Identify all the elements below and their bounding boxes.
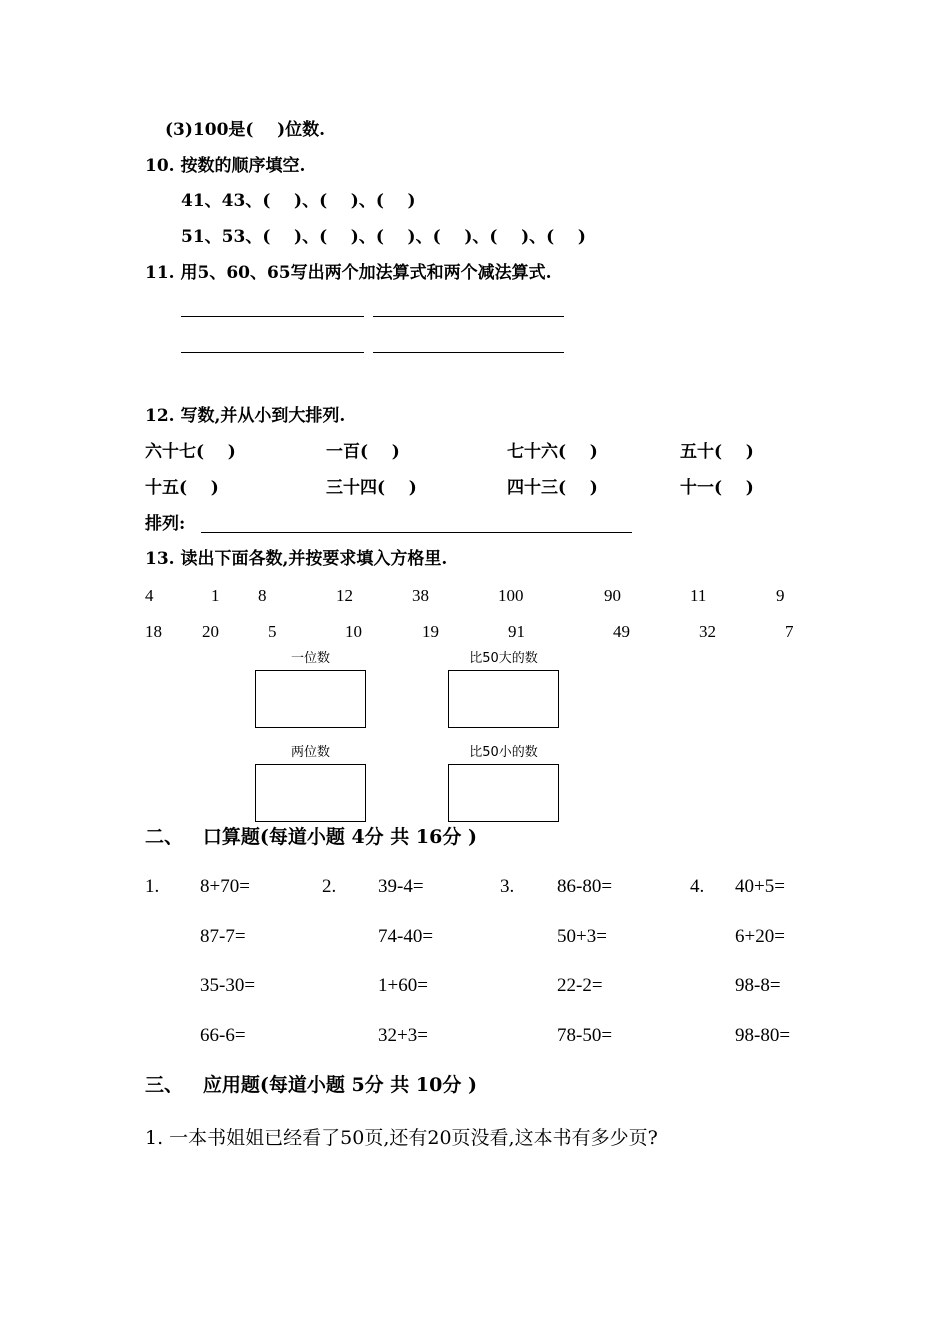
- number-item: 49: [613, 622, 630, 641]
- question-13-title: 13. 读出下面各数,并按要求填入方格里.: [145, 549, 448, 569]
- calc-problem: 87-7=: [200, 926, 246, 947]
- box-label-less-than-50: 比50小的数: [469, 745, 538, 760]
- number-word-item: 一百( ): [326, 442, 400, 462]
- number-item: 32: [699, 622, 716, 641]
- number-word-item: 五十( ): [680, 442, 754, 462]
- sort-answer-line[interactable]: [201, 532, 632, 533]
- sort-label: 排列:: [145, 514, 186, 534]
- answer-line[interactable]: [181, 352, 364, 353]
- number-item: 10: [345, 622, 362, 641]
- section-2-title: 二、 口算题(每道小题 4分 共 16分 ): [145, 826, 477, 848]
- calc-problem: 6+20=: [735, 926, 785, 947]
- box-label-greater-than-50: 比50大的数: [469, 651, 538, 666]
- number-item: 11: [690, 586, 707, 605]
- calc-problem: 50+3=: [557, 926, 607, 947]
- number-word-item: 四十三( ): [507, 478, 598, 498]
- box-label-two-digit: 两位数: [290, 745, 330, 760]
- calc-problem: 74-40=: [378, 926, 434, 947]
- calc-problem: 1+60=: [378, 975, 428, 996]
- calc-group-number: 4.: [690, 876, 705, 897]
- number-item: 20: [202, 622, 219, 641]
- question-10-line-1: 41、43、( )、( )、( ): [181, 191, 416, 211]
- number-item: 90: [604, 586, 621, 605]
- calc-group-number: 1.: [145, 876, 160, 897]
- question-10-title: 10. 按数的顺序填空.: [145, 156, 306, 176]
- number-item: 9: [776, 586, 785, 605]
- number-item: 91: [508, 622, 525, 641]
- box-one-digit[interactable]: [255, 670, 366, 728]
- question-12-title: 12. 写数,并从小到大排列.: [145, 406, 346, 426]
- calc-group-number: 2.: [322, 876, 337, 897]
- number-item: 12: [336, 586, 353, 605]
- number-item: 7: [785, 622, 794, 641]
- calc-problem: 78-50=: [557, 1025, 613, 1046]
- number-word-item: 十五( ): [145, 478, 219, 498]
- number-item: 1: [211, 586, 220, 605]
- calc-problem: 40+5=: [735, 876, 785, 897]
- question-10-line-2: 51、53、( )、( )、( )、( )、( )、( ): [181, 227, 586, 247]
- answer-line[interactable]: [181, 316, 364, 317]
- calc-problem: 35-30=: [200, 975, 256, 996]
- number-word-item: 七十六( ): [507, 442, 598, 462]
- calc-problem: 86-80=: [557, 876, 613, 897]
- calc-problem: 66-6=: [200, 1025, 246, 1046]
- box-greater-than-50[interactable]: [448, 670, 559, 728]
- number-word-item: 三十四( ): [326, 478, 417, 498]
- number-item: 38: [412, 586, 429, 605]
- calc-problem: 32+3=: [378, 1025, 428, 1046]
- word-problem-1: 1. 一本书姐姐已经看了50页,还有20页没看,这本书有多少页?: [145, 1127, 658, 1149]
- number-item: 18: [145, 622, 162, 641]
- box-label-one-digit: 一位数: [290, 651, 330, 666]
- number-item: 19: [422, 622, 439, 641]
- calc-problem: 98-8=: [735, 975, 781, 996]
- calc-problem: 8+70=: [200, 876, 250, 897]
- number-word-item: 六十七( ): [145, 442, 236, 462]
- number-item: 100: [498, 586, 524, 605]
- number-word-item: 十一( ): [680, 478, 754, 498]
- number-item: 8: [258, 586, 267, 605]
- answer-line[interactable]: [373, 352, 564, 353]
- number-item: 5: [268, 622, 277, 641]
- question-11-title: 11. 用5、60、65写出两个加法算式和两个减法算式.: [145, 263, 552, 283]
- question-9-3: (3)100是( )位数.: [165, 120, 326, 140]
- number-item: 4: [145, 586, 154, 605]
- section-3-title: 三、 应用题(每道小题 5分 共 10分 ): [145, 1074, 477, 1096]
- box-two-digit[interactable]: [255, 764, 366, 822]
- calc-problem: 39-4=: [378, 876, 424, 897]
- calc-problem: 22-2=: [557, 975, 603, 996]
- box-less-than-50[interactable]: [448, 764, 559, 822]
- answer-line[interactable]: [373, 316, 564, 317]
- calc-group-number: 3.: [500, 876, 515, 897]
- calc-problem: 98-80=: [735, 1025, 791, 1046]
